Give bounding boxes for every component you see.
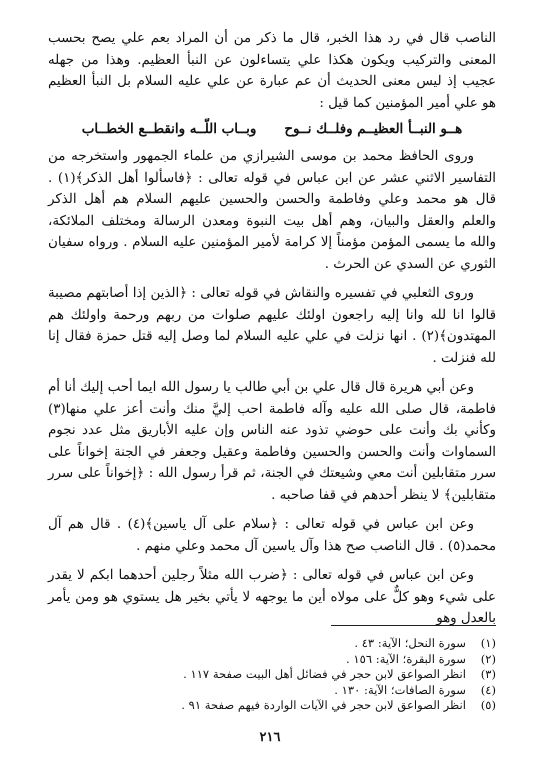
footnote-text: انظر الصواعق لابن حجر في فضائل أهل البيت صفحة ١١٧ . [183, 667, 466, 682]
footnote-text: سورة النحل؛ الآية: ٤٣ . [354, 636, 466, 650]
footnote-divider [331, 625, 496, 626]
footnote-text: انظر الصواعق لابن حجر في الآيات الواردة فيهم صفحة ٩١ . [181, 698, 466, 713]
footnotes [48, 636, 496, 714]
verse-first-hemistich: هــو النبــأ العظيــم وفلــك نــوح [284, 121, 463, 137]
paragraph-6: وعن ابن عباس في قوله تعالى : ﴿ضرب الله مثلاً رجلين أحدهما ابكم لا يقدر على شيء وهو كلٌّ على مولاه أين ما يوجهه لا يأتي بخير هل يستوي هو ومن يأمر بالعدل وهو [48, 568, 496, 626]
footnote-item [48, 667, 496, 683]
paragraph-5: وعن ابن عباس في قوله تعالى : ﴿سلام على آل ياسين﴾(٤) . قال هم آل محمد(٥) . قال الناصب صح هذا وآل ياسين آل محمد وعلي منهم . [48, 517, 496, 554]
footnote-number: (٣) [480, 667, 496, 682]
poetry-verse [48, 118, 496, 140]
footnote-text: سورة الصافات؛ الآية: ١٣٠ . [334, 682, 466, 697]
paragraph-1: الناصب قال في رد هذا الخبر، قال ما ذكر من أن المراد بعم علي يصح بحسب المعنى والتركيب ويكون هكذا علي يتساءلون عن النبأ العظيم. وهذا من جهله عجيب إذ ليس معنى الحديث أن عم عبارة عن علي عليه السلام بل النبأ العظيم هو علي أمير المؤمنين كما قيل : [48, 31, 496, 111]
page-number: ٢١٦ [259, 730, 281, 745]
footnote-text: سورة البقرة؛ الآية: ١٥٦ . [346, 651, 466, 666]
paragraph-2: وروى الحافظ محمد بن موسى الشيرازي من علماء الجمهور واستخرجه من التفاسير الاثني عشر عن ابن عباس في قوله تعالى : ﴿فاسألوا أهل الذكر﴾(١) . قال هو محمد وعلي وفاطمة والحسن والحسين عليهم السلام هم أهل الذكر والعلم والعقل والبيان، وهم أهل بيت النبوة ومعدن الرسالة ومختلف الملائكة، والله ما يسمى المؤمن مؤمناً إلا كرامة لأمير المؤمنين عليه السلام . ورواه سفيان الثوري عن السدي عن الحرث . [48, 149, 496, 272]
footnote-number: (٤) [480, 682, 496, 697]
footnote-number: (٢) [480, 651, 496, 666]
footnote-item [48, 698, 496, 714]
footnote-number: (٥) [480, 698, 496, 713]
footnote-number: (١) [480, 636, 496, 650]
paragraph-4: وعن أبي هريرة قال قال علي بن أبي طالب يا رسول الله ايما أحب إليك أنا أم فاطمة، قال صلى الله عليه وآله فاطمة احب إليَّ منك وأنت أعز علي منها(٣) وكأني بك وأنت على حوضي تذود عنه الناس وإن عليه الأباريق مثل عدد نجوم السماوات وأنت والحسن والحسين وفاطمة وعقيل وجعفر في الجنة إخواناً على سرر متقابلين أنت معي وشيعتك في الجنة، ثم قرأ رسول الله : ﴿إخواناً على سرر متقابلين﴾ لا ينظر أحدهم في قفا صاحبه . [48, 380, 496, 503]
footnote-item [48, 652, 496, 668]
footnote-item [48, 683, 496, 699]
footnote-item [48, 636, 496, 652]
paragraph-3: وروى الثعلبي في تفسيره والنقاش في قوله تعالى : ﴿الذين إذا أصابتهم مصيبة قالوا انا لله وانا إليه راجعون اولئك عليهم صلوات من ربهم ورحمة واولئك هم المهتدون﴾(٢) . انها نزلت في علي عليه السلام لما وصل إليه قتل حمزة فقال إنا لله فنزلت . [48, 286, 496, 366]
verse-second-hemistich: وبــاب اللّــه وانقطــع الخطــاب [81, 121, 257, 137]
